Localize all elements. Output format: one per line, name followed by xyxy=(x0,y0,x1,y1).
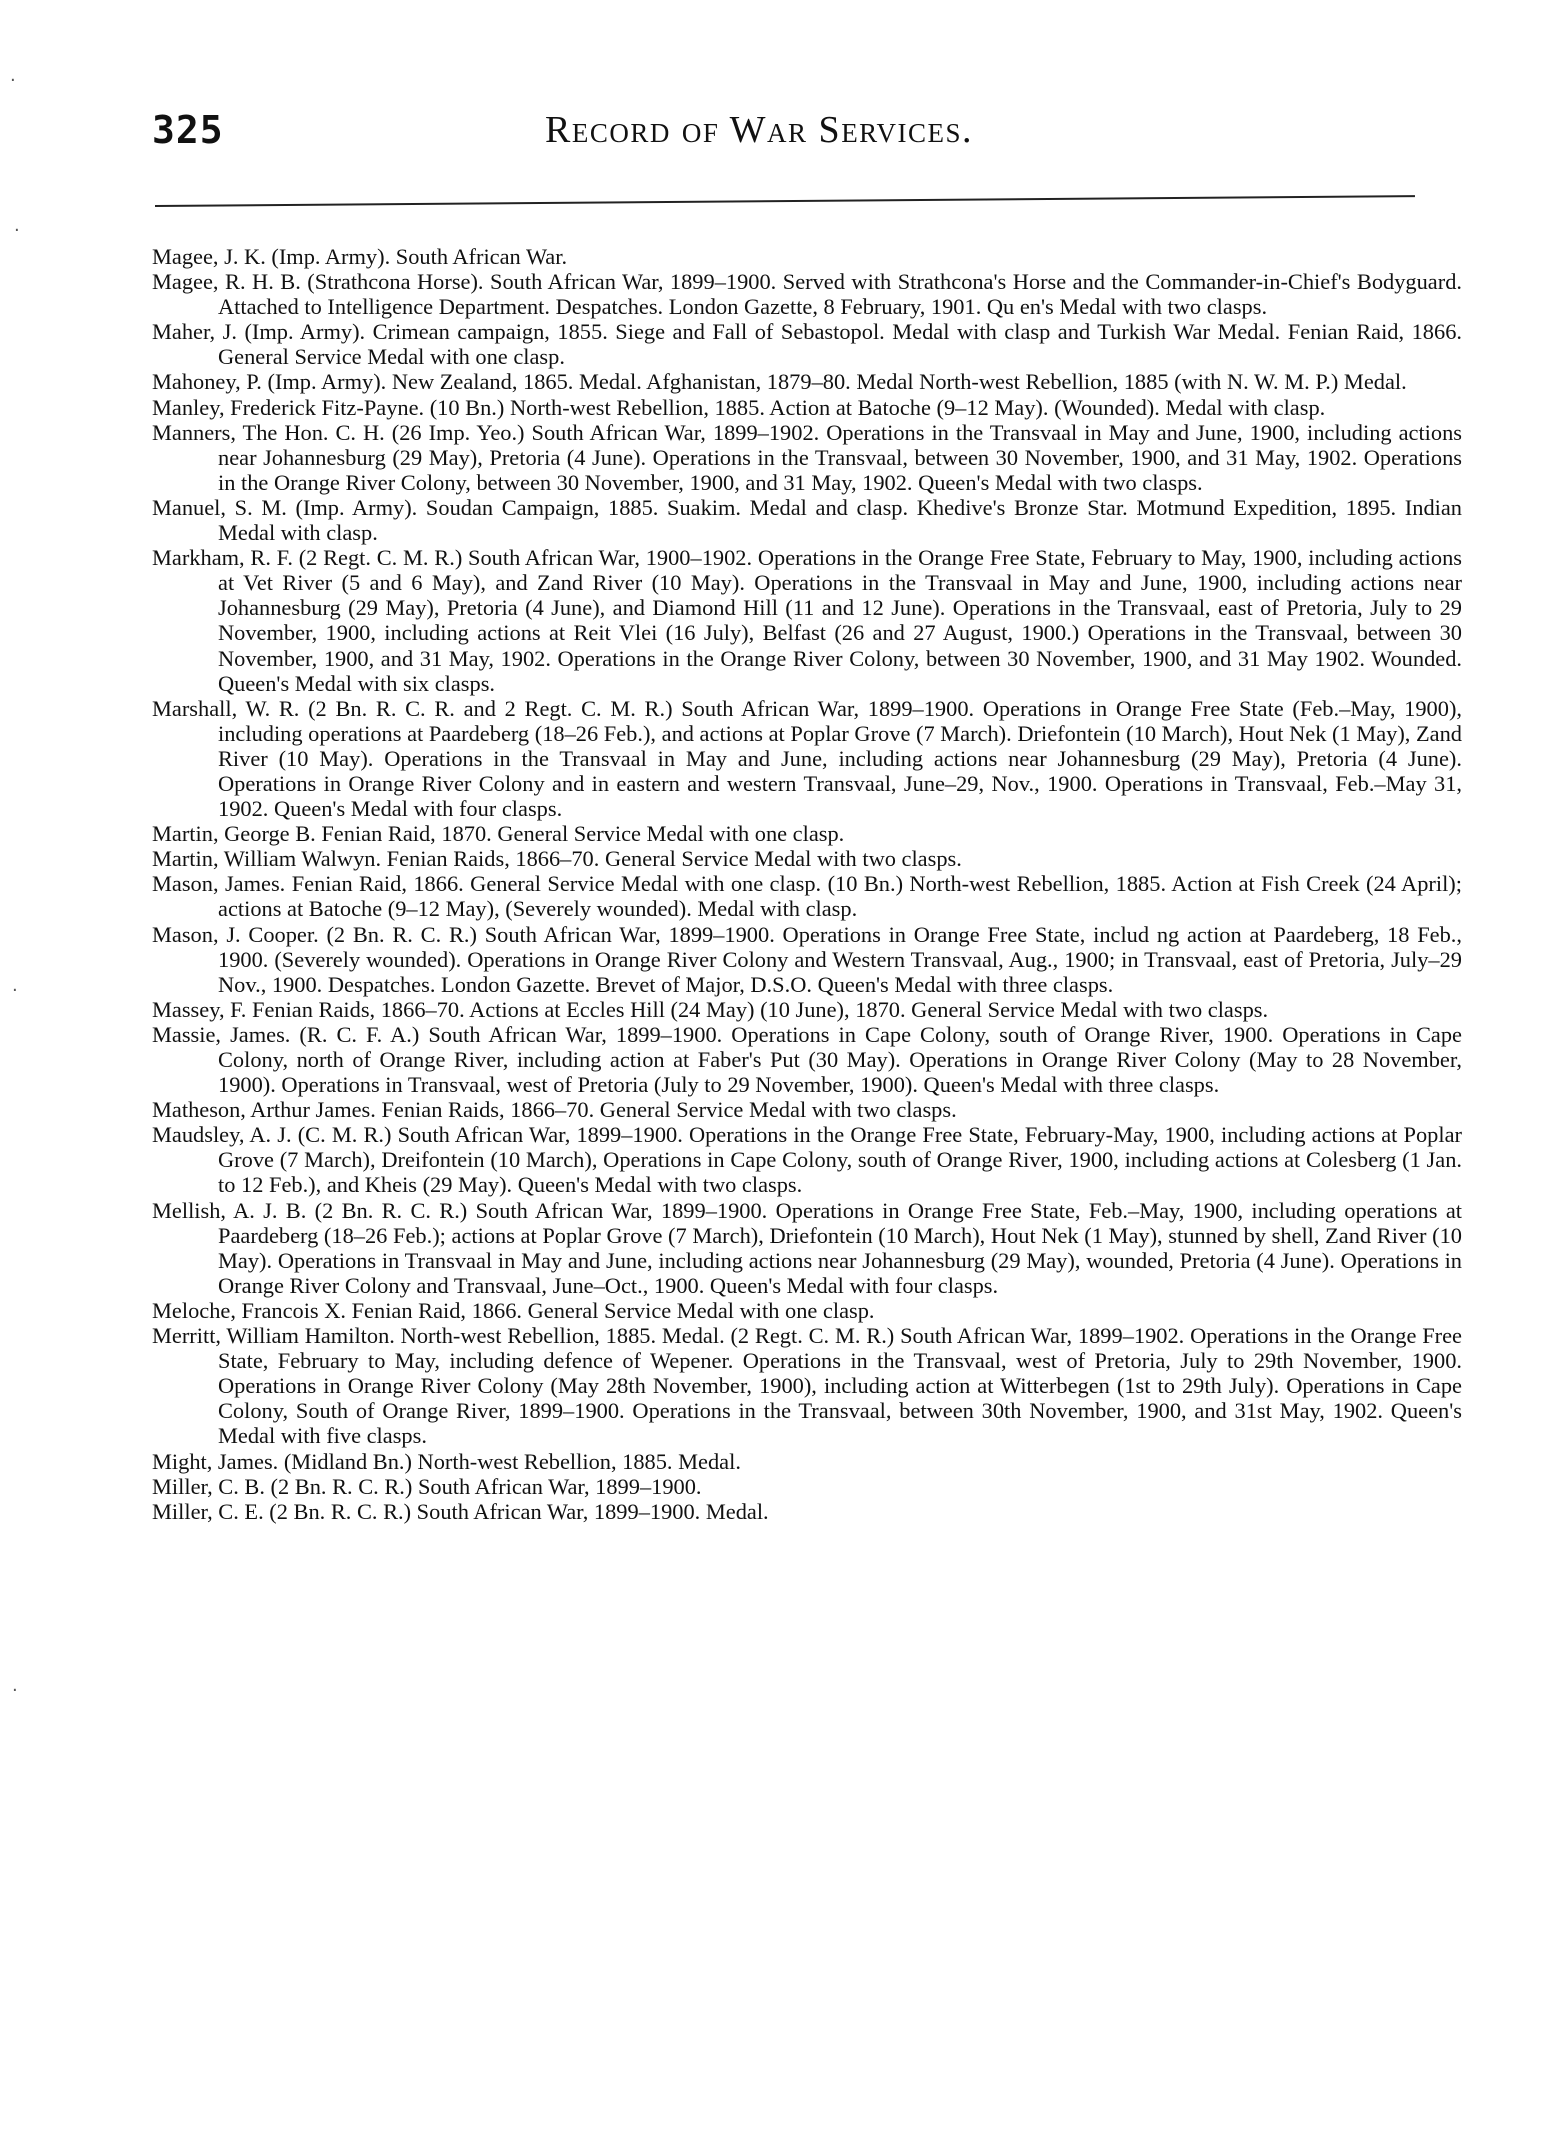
entry-mason-j-cooper: Mason, J. Cooper. (2 Bn. R. C. R.) South African War, 1899–1900. Operations in Orange Free State, includ ng action at Paardeberg, 18 Feb., 1900. (Severely wounded). Operations in Orange River Colony and Western Transvaal, Aug., 1900; in Transvaal, east of Pretoria, July–29 Nov., 1900. Despatches. London Gazette. Brevet of Major, D.S.O. Queen's Medal with three clasps. xyxy=(152,921,1462,997)
entry-list xyxy=(152,244,1462,1524)
entry-matheson-arthur: Matheson, Arthur James. Fenian Raids, 1866–70. General Service Medal with two clasps. xyxy=(152,1097,957,1123)
entry-martin-william: Martin, William Walwyn. Fenian Raids, 1866–70. General Service Medal with two clasps. xyxy=(152,846,962,872)
entry-might-james: Might, James. (Midland Bn.) North-west Rebellion, 1885. Medal. xyxy=(152,1448,741,1474)
entry-manley-frederick: Manley, Frederick Fitz-Payne. (10 Bn.) North-west Rebellion, 1885. Action at Batoche (9–12 May). (Wounded). Medal with clasp. xyxy=(152,394,1326,420)
scan-speck: · xyxy=(12,1680,18,1701)
entry-meloche-francois: Meloche, Francois X. Fenian Raid, 1866. General Service Medal with one clasp. xyxy=(152,1297,875,1323)
scan-speck: · xyxy=(14,220,20,241)
entry-magee-jk: Magee, J. K. (Imp. Army). South African War. xyxy=(152,244,568,269)
entry-manuel-sm: Manuel, S. M. (Imp. Army). Soudan Campaign, 1885. Suakim. Medal and clasp. Khedive's Bronze Star. Motmund Expedition, 1895. Indian Medal with clasp. xyxy=(152,494,1462,546)
entry-miller-ce: Miller, C. E. (2 Bn. R. C. R.) South African War, 1899–1900. Medal. xyxy=(152,1498,769,1524)
entry-miller-cb: Miller, C. B. (2 Bn. R. C. R.) South African War, 1899–1900. xyxy=(152,1473,702,1499)
scan-speck: · xyxy=(10,70,16,91)
entry-manners-ch: Manners, The Hon. C. H. (26 Imp. Yeo.) South African War, 1899–1902. Operations in the Transvaal in May and June, 1900, including actions near Johannesburg (29 May), Pretoria (4 June). Operations in the Transvaal, between 30 November, 1900, and 31 May, 1902. Operations in the Orange River Colony, between 30 November, 1900, and 31 May, 1902. Queen's Medal with two clasps. xyxy=(152,419,1462,495)
running-head: Record of War Services. xyxy=(545,109,974,151)
page-number: 325 xyxy=(152,108,224,152)
entry-markham-rf: Markham, R. F. (2 Regt. C. M. R.) South African War, 1900–1902. Operations in the Orange Free State, February to May, 1900, including actions at Vet River (5 and 6 May), and Zand River (10 May). Operations in the Transvaal in May and June, 1900, including actions near Johannesburg (29 May), Pretoria (4 June), and Diamond Hill (11 and 12 June). Operations in the Transvaal, east of Pretoria, July to 29 November, 1900, including actions at Reit Vlei (16 July), Belfast (26 and 27 August, 1900.) Operations in the Transvaal, between 30 November, 1900, and 31 May, 1902. Operations in the Orange River Colony, between 30 November, 1900, and 31 May 1902. Wounded. Queen's Medal with six clasps. xyxy=(152,545,1462,696)
entry-massey-f: Massey, F. Fenian Raids, 1866–70. Actions at Eccles Hill (24 May) (10 June), 1870. General Service Medal with two clasps. xyxy=(152,996,1269,1022)
entry-mahoney-p: Mahoney, P. (Imp. Army). New Zealand, 1865. Medal. Afghanistan, 1879–80. Medal North-west Rebellion, 1885 (with N. W. M. P.) Medal. xyxy=(152,369,1407,395)
entry-mason-james: Mason, James. Fenian Raid, 1866. General Service Medal with one clasp. (10 Bn.) North-west Rebellion, 1885. Action at Fish Creek (24 April); actions at Batoche (9–12 May), (Severely wounded). Medal with clasp. xyxy=(152,871,1462,922)
entry-merritt-william: Merritt, William Hamilton. North-west Rebellion, 1885. Medal. (2 Regt. C. M. R.) South African War, 1899–1902. Operations in the Orange Free State, February to May, including defence of Wepener. Operations in the Transvaal, west of Pretoria, July to 29th November, 1900. Operations in Orange River Colony (May 28th November, 1900), including action at Witterbegen (1st to 29th July). Operations in Cape Colony, South of Orange River, 1899–1900. Operations in the Transvaal, between 30th November, 1900, and 31st May, 1902. Queen's Medal with five clasps. xyxy=(152,1323,1462,1449)
entry-maher-j: Maher, J. (Imp. Army). Crimean campaign, 1855. Siege and Fall of Sebastopol. Medal with clasp and Turkish War Medal. Fenian Raid, 1866. General Service Medal with one clasp. xyxy=(152,319,1462,370)
entry-marshall-wr: Marshall, W. R. (2 Bn. R. C. R. and 2 Regt. C. M. R.) South African War, 1899–1900. Operations in Orange Free State (Feb.–May, 1900), including operations at Paardeberg (18–26 Feb.), and actions at Poplar Grove (7 March). Driefontein (10 March), Hout Nek (1 May), Zand River (10 May). Operations in the Transvaal in May and June, including actions near Johannesburg (29 May), Pretoria (4 June). Operations in Orange River Colony and in eastern and western Transvaal, June–29, Nov., 1900. Operations in Transvaal, Feb.–May 31, 1902. Queen's Medal with four clasps. xyxy=(152,695,1462,822)
entry-mellish-ajb: Mellish, A. J. B. (2 Bn. R. C. R.) South African War, 1899–1900. Operations in Orange Free State, Feb.–May, 1900, including operations at Paardeberg (18–26 Feb.); actions at Poplar Grove (7 March), Driefontein (10 March), Hout Nek (1 May), stunned by shell, Zand River (10 May). Operations in Transvaal in May and June, including actions near Johannesburg (29 May), wounded, Pretoria (4 June). Operations in Orange River Colony and Transvaal, June–Oct., 1900. Queen's Medal with four clasps. xyxy=(152,1197,1462,1298)
entry-martin-george: Martin, George B. Fenian Raid, 1870. General Service Medal with one clasp. xyxy=(152,821,845,847)
entry-magee-rhb: Magee, R. H. B. (Strathcona Horse). South African War, 1899–1900. Served with Strathcona's Horse and the Commander-in-Chief's Bodyguard. Attached to Intelligence Department. Despatches. London Gazette, 8 February, 1901. Qu en's Medal with two clasps. xyxy=(152,269,1462,320)
header-rule xyxy=(155,195,1415,207)
entry-massie-james: Massie, James. (R. C. F. A.) South African War, 1899–1900. Operations in Cape Colony, south of Orange River, 1900. Operations in Cape Colony, north of Orange River, including action at Faber's Put (30 May). Operations in Orange River Colony (May to 28 November, 1900). Operations in Transvaal, west of Pretoria (July to 29 November, 1900). Queen's Medal with three clasps. xyxy=(152,1021,1462,1098)
entry-maudsley-aj: Maudsley, A. J. (C. M. R.) South African War, 1899–1900. Operations in the Orange Free State, February-May, 1900, including actions at Poplar Grove (7 March), Dreifontein (10 March), Operations in Cape Colony, south of Orange River, 1900, including actions at Colesberg (1 Jan. to 12 Feb.), and Kheis (29 May). Queen's Medal with two clasps. xyxy=(152,1122,1462,1198)
scan-speck: · xyxy=(12,980,18,1001)
